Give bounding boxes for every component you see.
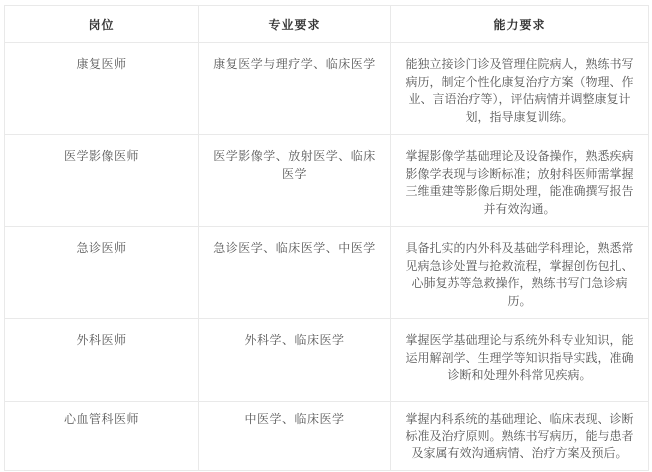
major-cell: 急诊医学、临床医学、中医学 — [199, 227, 391, 319]
major-cell: 中医学、临床医学 — [199, 402, 391, 471]
table-header-row — [5, 6, 649, 43]
ability-cell: 掌握影像学基础理论及设备操作，熟悉疾病影像学表现与诊断标准；放射科医师需掌握三维重建等影像后期处理，能准确撰写报告并有效沟通。 — [391, 135, 649, 227]
major-cell: 康复医学与理疗学、临床医学 — [199, 43, 391, 135]
table-row — [5, 43, 649, 135]
position-cell: 医学影像医师 — [5, 135, 199, 227]
position-cell: 心血管科医师 — [5, 402, 199, 471]
column-header-major: 专业要求 — [199, 6, 391, 43]
column-header-position: 岗位 — [5, 6, 199, 43]
table-row — [5, 135, 649, 227]
table-row — [5, 402, 649, 471]
major-cell: 外科学、临床医学 — [199, 319, 391, 402]
position-cell: 急诊医师 — [5, 227, 199, 319]
ability-cell: 掌握医学基础理论与系统外科专业知识，能运用解剖学、生理学等知识指导实践，准确诊断和处理外科常见疾病。 — [391, 319, 649, 402]
table-row — [5, 227, 649, 319]
position-cell: 康复医师 — [5, 43, 199, 135]
major-cell: 医学影像学、放射医学、临床医学 — [199, 135, 391, 227]
ability-cell: 掌握内科系统的基础理论、临床表现、诊断标准及治疗原则。熟练书写病历，能与患者及家属有效沟通病情、治疗方案及预后。 — [391, 402, 649, 471]
ability-cell: 具备扎实的内外科及基础学科理论，熟悉常见病急诊处置与抢救流程，掌握创伤包扎、心肺复苏等急救操作，熟练书写门急诊病历。 — [391, 227, 649, 319]
table-row — [5, 319, 649, 402]
job-requirements-table — [4, 5, 649, 471]
ability-cell: 能独立接诊门诊及管理住院病人，熟练书写病历，制定个性化康复治疗方案（物理、作业、言语治疗等），评估病情并调整康复计划，指导康复训练。 — [391, 43, 649, 135]
column-header-ability: 能力要求 — [391, 6, 649, 43]
position-cell: 外科医师 — [5, 319, 199, 402]
